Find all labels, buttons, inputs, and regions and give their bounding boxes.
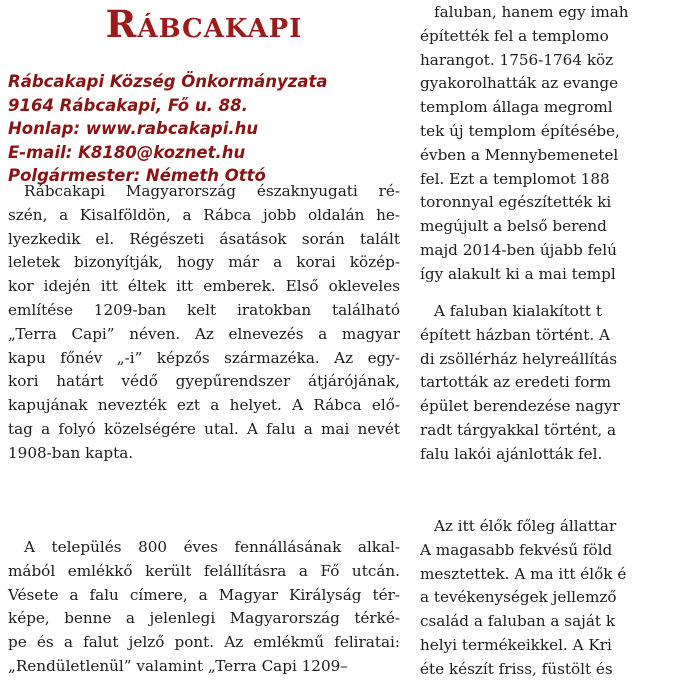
text-line: kapujának nevezték ezt a helyet. A Rábca elő- (8, 396, 400, 415)
text-line: „Terra Capi” néven. Az elnevezés a magyar (8, 324, 400, 343)
text-line: tartották az eredeti form (420, 373, 612, 392)
text-line: di zsöllérház helyreállítás (420, 349, 618, 368)
text-line: képe, benne a jelenlegi Magyarország térké- (8, 609, 400, 628)
text-line: fel. Ezt a templomot 188 (420, 169, 610, 188)
website-line[interactable]: Honlap: www.rabcakapi.hu (8, 119, 259, 138)
text-line: éte készít friss, füstölt és (420, 659, 613, 678)
text-line: tek új templom építésébe, (420, 121, 620, 140)
text-line: Az itt élők főleg állattar (434, 517, 617, 535)
text-line: leletek bizonyítják, hogy már a korai közép- (8, 253, 400, 272)
text-line: a tevékenységek jellemző (420, 588, 617, 607)
text-line: radt tárgyakkal történt, a (420, 420, 617, 439)
org-name: Rábcakapi Község Önkormányzata (8, 72, 328, 91)
text-line: szén, a Kisalföldön, a Rábca jobb oldalán he- (8, 205, 400, 224)
right-column (420, 0, 640, 678)
contact-block (8, 70, 400, 188)
paragraph-history (8, 180, 400, 466)
paragraph-memorial (8, 536, 400, 679)
text-line: így alakult ki a mai templ (420, 264, 616, 283)
postal-address: 9164 Rábcakapi, Fő u. 88. (8, 95, 248, 115)
text-line: mesztettek. A ma itt élők é (420, 564, 627, 583)
mayor-line: Polgármester: Németh Ottó (8, 166, 266, 185)
text-line: lyezkedik el. Régészeti ásatások során talált (8, 229, 400, 248)
email-line[interactable]: E-mail: K8180@koznet.hu (8, 142, 246, 162)
paragraph-church (420, 1, 680, 287)
text-line: megújult a belső berend (420, 217, 607, 236)
page-title: Rábcakapi (105, 2, 303, 46)
text-line: pe és a falut jelző pont. Az emlékmű feliratai: (8, 633, 400, 652)
text-line: tag a folyó közelségére utal. A falu a mai nevét (8, 419, 400, 438)
text-line: majd 2014-ben újabb felú (420, 240, 617, 259)
paragraph-village-house (420, 300, 680, 467)
text-line: Rábcakapi Magyarország északnyugati ré- (24, 182, 400, 200)
text-line: építették fel a templomo (420, 26, 609, 45)
text-line: Vésete a falu címere, a Magyar Királyság tér- (8, 585, 400, 604)
text-line: kapu főnév „-i” képzős származéka. Az egy- (8, 348, 400, 367)
text-line: kor idején itt éltek itt emberek. Első okleveles (8, 277, 400, 296)
text-line: 1908-ban kapta. (8, 443, 134, 462)
text-line: harangot. 1756-1764 köz (420, 50, 614, 69)
text-line: gyakorolhatták az evange (420, 74, 619, 93)
paragraph-livelihood (420, 515, 680, 682)
text-line: templom állaga megroml (420, 98, 613, 117)
text-line: toronnyal egészítették ki (420, 193, 612, 212)
text-line: „Rendületlenül” valamint „Terra Capi 1209– (8, 656, 348, 675)
text-line: évben a Mennybemenetel (420, 145, 619, 164)
text-line: mából emlékkő került felállításra a Fő utcán. (8, 561, 400, 580)
text-line: család a faluban a saját k (420, 612, 616, 631)
text-line: A település 800 éves fennállásának alkal- (24, 538, 400, 556)
text-line: faluban, hanem egy imah (434, 3, 629, 21)
text-line: épület berendezése nagyr (420, 397, 620, 416)
text-line: épített házban történt. A (420, 325, 611, 344)
text-line: említése 1209-ban kelt iratokban található (8, 300, 400, 319)
text-line: helyi termékeikkel. A Kri (420, 635, 612, 654)
text-line: A faluban kialakított t (434, 302, 602, 320)
text-line: kori határt védő gyepűrendszer átjárójának, (8, 372, 400, 391)
text-line: A magasabb fekvésű föld (420, 540, 613, 559)
text-line: falu lakói ajánlották fel. (420, 444, 603, 463)
